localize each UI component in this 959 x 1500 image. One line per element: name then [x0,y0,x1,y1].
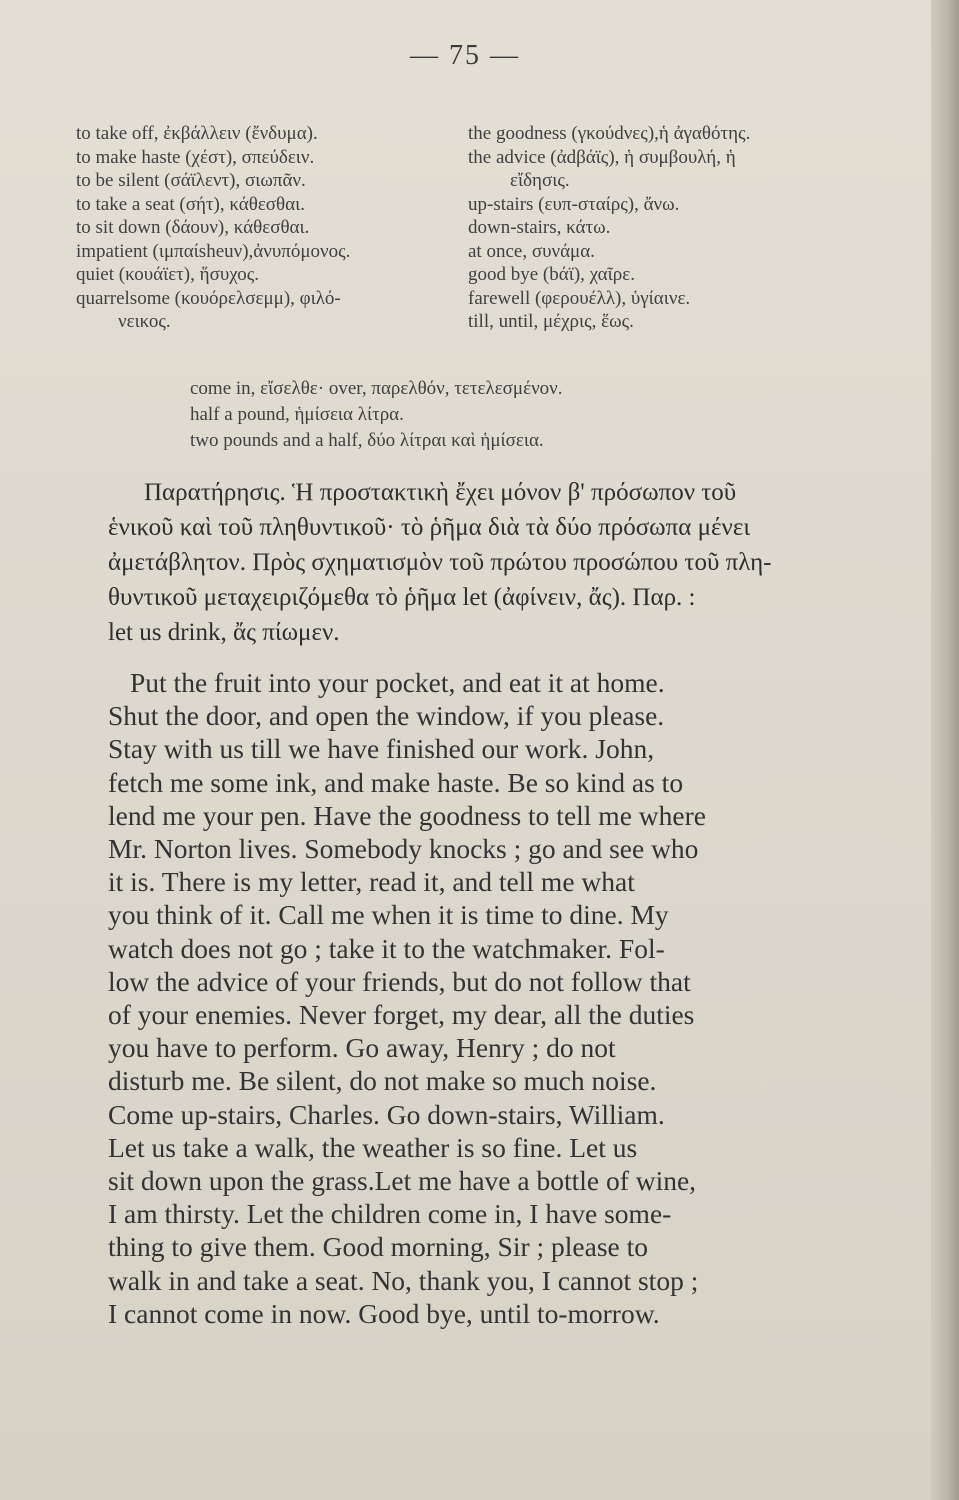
exercise-line: Mr. Norton lives. Somebody knocks ; go and see who [108,833,699,865]
phrase-list [190,376,563,454]
vocab-entry: at once, συνάμα. [468,240,595,262]
vocab-entry: impatient (ιμπαίsheuν),ἀνυπόμονος. [76,240,351,262]
vocab-entry-continuation: νεικος. [118,311,171,332]
page-number: — 75 — [410,40,520,71]
vocab-entry: down-stairs, κάτω. [468,217,611,238]
exercise-line: Shut the door, and open the window, if you please. [108,700,665,732]
exercise-line: thing to give them. Good morning, Sir ; please to [108,1231,649,1263]
phrase-entry: two pounds and a half, δύο λίτραι καὶ ἡμίσεια. [190,430,544,451]
exercise-line: you have to perform. Go away, Henry ; do not [108,1032,616,1064]
exercise-line: walk in and take a seat. No, thank you, I cannot stop ; [108,1264,699,1296]
vocabulary-left-column [76,122,350,334]
vocab-entry: to make haste (χέστ), σπεύδειν. [76,146,315,168]
exercise-line: lend me your pen. Have the goodness to tell me where [108,799,706,831]
exercise-paragraph [108,666,898,1330]
exercise-line: fetch me some ink, and make haste. Be so kind as to [108,766,684,798]
vocab-entry: to be silent (σάϊλεντ), σιωπᾶν. [76,170,306,191]
note-line: ἑνικοῦ καὶ τοῦ πληθυντικοῦ· τὸ ῥῆμα διὰ τὰ δύο πρόσωπα μένει [108,514,751,541]
exercise-line: sit down upon the grass.Let me have a bottle of wine, [108,1165,697,1197]
vocab-entry: to take a seat (σήτ), κάθεσθαι. [76,193,305,215]
note-line: ἀμετάβλητον. Πρὸς σχηματισμὸν τοῦ πρώτου προσώπου τοῦ πλη- [108,549,772,576]
exercise-line: Stay with us till we have finished our work. John, [108,733,655,765]
vocab-entry: quarrelsome (κουόρελσεμμ), φιλό- [76,287,341,309]
exercise-line: I am thirsty. Let the children come in, I have some- [108,1198,672,1230]
grammar-note [108,475,898,650]
exercise-line: I cannot come in now. Good bye, until to-morrow. [108,1297,660,1329]
exercise-line: Let us take a walk, the weather is so fine. Let us [108,1131,638,1163]
exercise-line: Put the fruit into your pocket, and eat it at home. [130,667,665,698]
note-line: Παρατήρησις. Ἡ προστακτικὴ ἔχει μόνον β' πρόσωπον τοῦ [144,479,737,506]
vocab-entry-continuation: εἴδησις. [510,170,570,191]
exercise-line: disturb me. Be silent, do not make so much noise. [108,1065,657,1097]
phrase-entry: come in, εἴσελθε· over, παρελθόν, τετελεσμένον. [190,378,563,399]
vocab-entry: the goodness (γκούdνες),ἡ ἀγαθότης. [468,123,751,144]
vocab-entry: the advice (ἀdβάϊς), ἡ συμβουλή, ἡ [468,146,736,168]
exercise-line: it is. There is my letter, read it, and tell me what [108,866,635,898]
vocab-entry: till, until, μέχρις, ἕως. [468,311,634,332]
vocabulary-right-column [468,122,750,334]
vocab-entry: up-stairs (ευπ-σταίρς), ἄνω. [468,193,680,215]
vocab-entry: farewell (φερουέλλ), ὑγίαινε. [468,287,691,309]
exercise-line: low the advice of your friends, but do not follow that [108,965,691,997]
exercise-line: of your enemies. Never forget, my dear, all the duties [108,999,695,1031]
note-line: θυντικοῦ μεταχειριζόμεθα τὸ ῥῆμα let (ἀφίνειν, ἄς). Παρ. : [108,584,696,611]
exercise-line: Come up-stairs, Charles. Go down-stairs, William. [108,1098,665,1130]
vocab-entry: to sit down (δάουν), κάθεσθαι. [76,217,310,238]
vocab-entry: quiet (κουάϊετ), ἥσυχος. [76,264,260,285]
vocab-entry: good bye (bάϊ), χαῖρε. [468,264,635,285]
phrase-entry: half a pound, ἡμίσεια λίτρα. [190,404,404,425]
exercise-line: you think of it. Call me when it is time to dine. My [108,899,669,931]
note-line: let us drink, ἄς πίωμεν. [108,619,340,646]
vocab-entry: to take off, ἐκβάλλειν (ἔνδυμα). [76,123,318,144]
page-spine-shadow [931,0,959,1500]
exercise-line: watch does not go ; take it to the watchmaker. Fol- [108,932,665,964]
